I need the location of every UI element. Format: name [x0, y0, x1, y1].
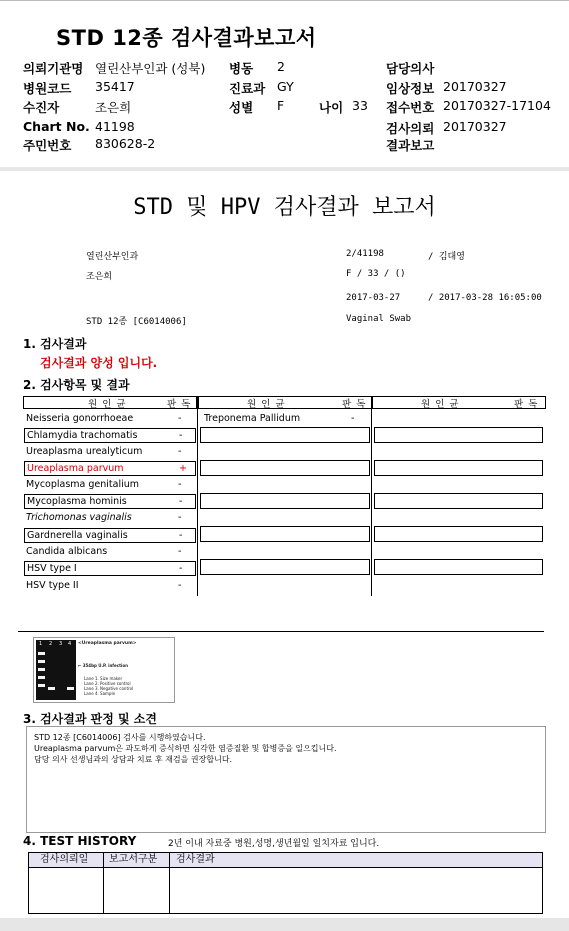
field-value: 830628-2 [95, 136, 156, 151]
empty-cell [200, 559, 370, 575]
empty-cell [374, 493, 543, 509]
column-divider [197, 396, 198, 596]
col-organism: 원 인 균 [88, 399, 127, 410]
table-row [199, 412, 369, 425]
organism-name: Neisseria gonorrhoeae [26, 413, 134, 424]
column-header [372, 396, 546, 409]
field-label: 접수번호 [386, 100, 435, 115]
gel-lanes [36, 640, 76, 700]
field-value: 열린산부인과 (성북) [95, 61, 206, 76]
table-row [24, 579, 194, 592]
result-mark: - [178, 546, 182, 557]
history-note: 2년 이내 자료중 병원,성명,생년월일 일치자료 입니다. [168, 839, 380, 849]
section-items: 2. 검사항목 및 결과 [23, 378, 130, 392]
report-title: STD 및 HPV 검사결과 보고서 [133, 195, 436, 220]
column-header [198, 396, 372, 409]
meta-date-received: 2017-03-27 [346, 293, 401, 303]
field-label: 병원코드 [23, 81, 72, 96]
field-label: 의뢰기관명 [23, 61, 84, 76]
meta-doctor: / 김대영 [428, 252, 465, 262]
empty-cell [200, 493, 370, 509]
result-mark: - [178, 580, 182, 591]
table-row [24, 511, 194, 524]
table-row [24, 545, 194, 558]
result-mark: - [351, 413, 355, 424]
empty-cell [200, 460, 370, 476]
gel-band [38, 652, 45, 655]
history-header [29, 853, 542, 868]
meta-patient: 조은희 [86, 272, 113, 282]
result-mark: - [178, 446, 182, 457]
table-row [24, 428, 196, 443]
organism-name: HSV type II [26, 580, 79, 591]
section-history: 4. TEST HISTORY [23, 834, 137, 848]
organism-name: Ureaplasma urealyticum [26, 446, 143, 457]
gel-band [67, 687, 74, 690]
result-mark: - [179, 496, 183, 507]
history-col: 보고서구분 [109, 854, 158, 865]
field-value: 조은희 [95, 100, 132, 115]
empty-cell [200, 427, 370, 443]
col-organism: 원 인 균 [421, 399, 460, 410]
result-text: 검사결과 양성 입니다. [40, 356, 158, 370]
table-row [24, 561, 196, 576]
table-row [24, 528, 196, 543]
gel-band [38, 660, 45, 663]
field-label: 성별 [229, 100, 254, 115]
col-organism: 원 인 균 [247, 399, 286, 410]
history-divider [169, 853, 170, 913]
field-value: 20170327-17104 [443, 98, 551, 113]
history-divider [103, 853, 104, 913]
table-row [24, 494, 196, 509]
lane-number: 3 [59, 641, 63, 647]
gel-legend: Lane 3. Negative control [84, 686, 134, 691]
empty-cell [374, 559, 543, 575]
meta-test: STD 12종 [C6014006] [86, 317, 187, 327]
organism-name: Candida albicans [26, 546, 108, 557]
organism-name: Trichomonas vaginalis [26, 512, 132, 523]
history-table [28, 852, 543, 914]
meta-sex-age: F / 33 / () [346, 269, 406, 279]
field-value: 20170327 [443, 79, 507, 94]
result-mark: - [179, 563, 183, 574]
opinion-line: Ureaplasma parvum은 과도하게 증식하면 심각한 염증질환 및 합병증을 일으킵니다. [34, 744, 337, 753]
report-page [0, 171, 569, 918]
meta-specimen: Vaginal Swab [346, 314, 412, 324]
field-value: F [277, 98, 285, 113]
gel-caption: <Ureaplasma parvum> [78, 641, 137, 646]
field-value: 33 [352, 98, 368, 113]
gel-image [33, 637, 175, 703]
field-value: 41198 [95, 119, 135, 134]
table-row-positive [24, 461, 196, 476]
result-mark: - [179, 530, 183, 541]
summary-header [0, 0, 569, 167]
meta-hospital: 열린산부인과 [86, 252, 139, 262]
organism-name: Mycoplasma genitalium [26, 479, 140, 490]
col-result: 판 독 [342, 399, 367, 410]
col-result: 판 독 [167, 399, 192, 410]
organism-name: HSV type I [27, 563, 77, 574]
table-row [24, 478, 194, 491]
field-label: 나이 [319, 100, 344, 115]
lane-number: 1 [39, 641, 43, 647]
section-result: 1. 검사결과 [23, 337, 87, 351]
empty-cell [374, 526, 543, 542]
field-label: 주민번호 [23, 138, 72, 153]
field-label: 수진자 [23, 100, 60, 115]
col-result: 판 독 [514, 399, 539, 410]
organism-name: Gardnerella vaginalis [27, 530, 128, 541]
result-mark: - [178, 512, 182, 523]
empty-cell [374, 460, 543, 476]
organism-name: Treponema Pallidum [204, 413, 301, 424]
gel-band [38, 676, 45, 679]
result-mark: - [178, 413, 182, 424]
lane-number: 2 [49, 641, 53, 647]
organism-name: Ureaplasma parvum [27, 463, 124, 474]
table-row [24, 445, 194, 458]
history-col: 검사의뢰일 [40, 854, 89, 865]
field-label: 검사의뢰 [386, 121, 435, 136]
history-col: 검사결과 [176, 854, 215, 865]
section-opinion: 3. 검사결과 판정 및 소견 [23, 712, 157, 726]
field-label: 임상정보 [386, 81, 435, 96]
gel-band [48, 687, 55, 690]
meta-date-reported: / 2017-03-28 16:05:00 [428, 293, 542, 303]
opinion-line: STD 12종 [C6014006] 검사를 시행하였습니다. [34, 733, 206, 742]
field-value: GY [277, 79, 294, 94]
table-row [24, 412, 194, 425]
opinion-box [26, 726, 546, 833]
result-mark: - [179, 430, 183, 441]
meta-chart-ref: 2/41198 [346, 249, 384, 259]
empty-cell [200, 526, 370, 542]
field-label: 담당의사 [386, 61, 435, 76]
gel-legend: Lane 4. Sample [84, 691, 116, 696]
field-value: 20170327 [443, 119, 507, 134]
gel-arrow-label: ← 354bp U.P. infection [78, 663, 129, 668]
gel-legend: Lane 2. Positive control [84, 681, 131, 686]
column-header [23, 396, 197, 409]
page-title: STD 12종 검사결과보고서 [56, 26, 317, 50]
column-divider [371, 396, 372, 596]
divider [18, 631, 544, 632]
field-label: Chart No. [23, 119, 90, 134]
empty-cell [374, 427, 543, 443]
gel-legend: Lane 1. Size maker [84, 676, 123, 681]
gel-band [38, 684, 45, 687]
field-value: 2 [277, 59, 285, 74]
field-value: 35417 [95, 79, 135, 94]
field-label: 병동 [229, 61, 254, 76]
result-mark: + [179, 463, 187, 474]
field-label: 진료과 [229, 81, 266, 96]
opinion-line: 담당 의사 선생님과의 상담과 치료 후 재검을 권장합니다. [34, 755, 233, 764]
organism-name: Chlamydia trachomatis [27, 430, 138, 441]
organism-name: Mycoplasma hominis [27, 496, 127, 507]
gel-band [38, 668, 45, 671]
result-mark: - [178, 479, 182, 490]
field-label: 결과보고 [386, 138, 435, 153]
lane-number: 4 [68, 641, 72, 647]
